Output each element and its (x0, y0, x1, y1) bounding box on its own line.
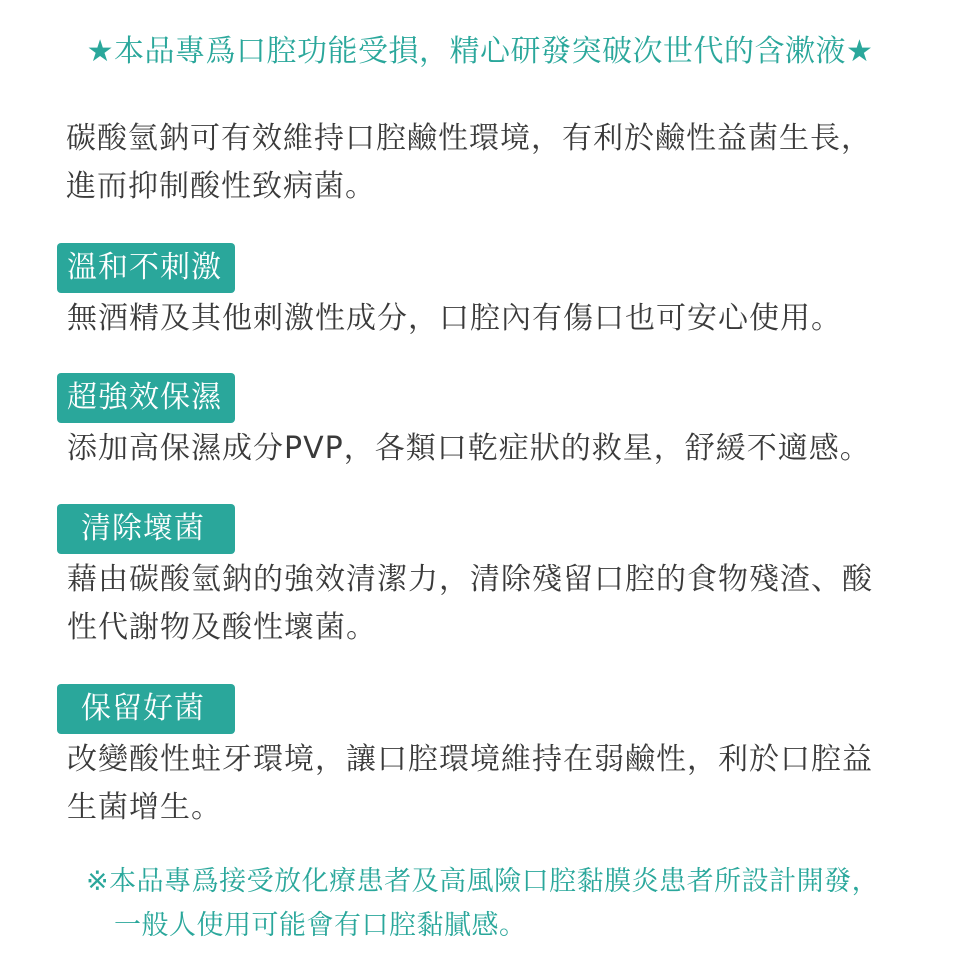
description-line: 無酒精及其他刺激性成分，口腔內有傷口也可安心使用。 (67, 301, 842, 336)
headline: ★本品專爲口腔功能受損，精心研發突破次世代的含漱液★ (86, 34, 874, 69)
feature-moisturizing (57, 373, 917, 473)
intro-line: 碳酸氫鈉可有效維持口腔鹼性環境，有利於鹼性益菌生長， (66, 121, 872, 156)
feature-description (67, 295, 917, 343)
footnote-line: ※本品專爲接受放化療患者及高風險口腔黏膜炎患者所設計開發， (86, 866, 880, 897)
feature-tag-gentle: 溫和不刺激 (57, 243, 235, 293)
description-line: 性代謝物及酸性壞菌。 (67, 610, 377, 645)
description-line: 添加高保濕成分PVP，各類口乾症狀的救星，舒緩不適感。 (67, 431, 871, 466)
intro-line: 進而抑制酸性致病菌。 (66, 169, 376, 204)
feature-gentle (57, 243, 917, 343)
description-line: 生菌增生。 (67, 790, 222, 825)
feature-description (67, 425, 917, 473)
description-line: 藉由碳酸氫鈉的強效清潔力，清除殘留口腔的食物殘渣、酸 (67, 562, 873, 597)
intro-paragraph (66, 115, 896, 211)
footnote-line: 一般人使用可能會有口腔黏膩感。 (114, 910, 527, 941)
feature-description (67, 736, 917, 832)
feature-tag-remove-bad-bacteria: 清除壞菌 (57, 504, 235, 554)
feature-tag-moisturizing: 超強效保濕 (57, 373, 235, 423)
feature-tag-keep-good-bacteria: 保留好菌 (57, 684, 235, 734)
feature-description (67, 556, 917, 652)
footnote (86, 860, 906, 948)
feature-remove-bad-bacteria (57, 504, 917, 652)
feature-keep-good-bacteria (57, 684, 917, 832)
description-line: 改變酸性蛀牙環境，讓口腔環境維持在弱鹼性，利於口腔益 (67, 742, 873, 777)
